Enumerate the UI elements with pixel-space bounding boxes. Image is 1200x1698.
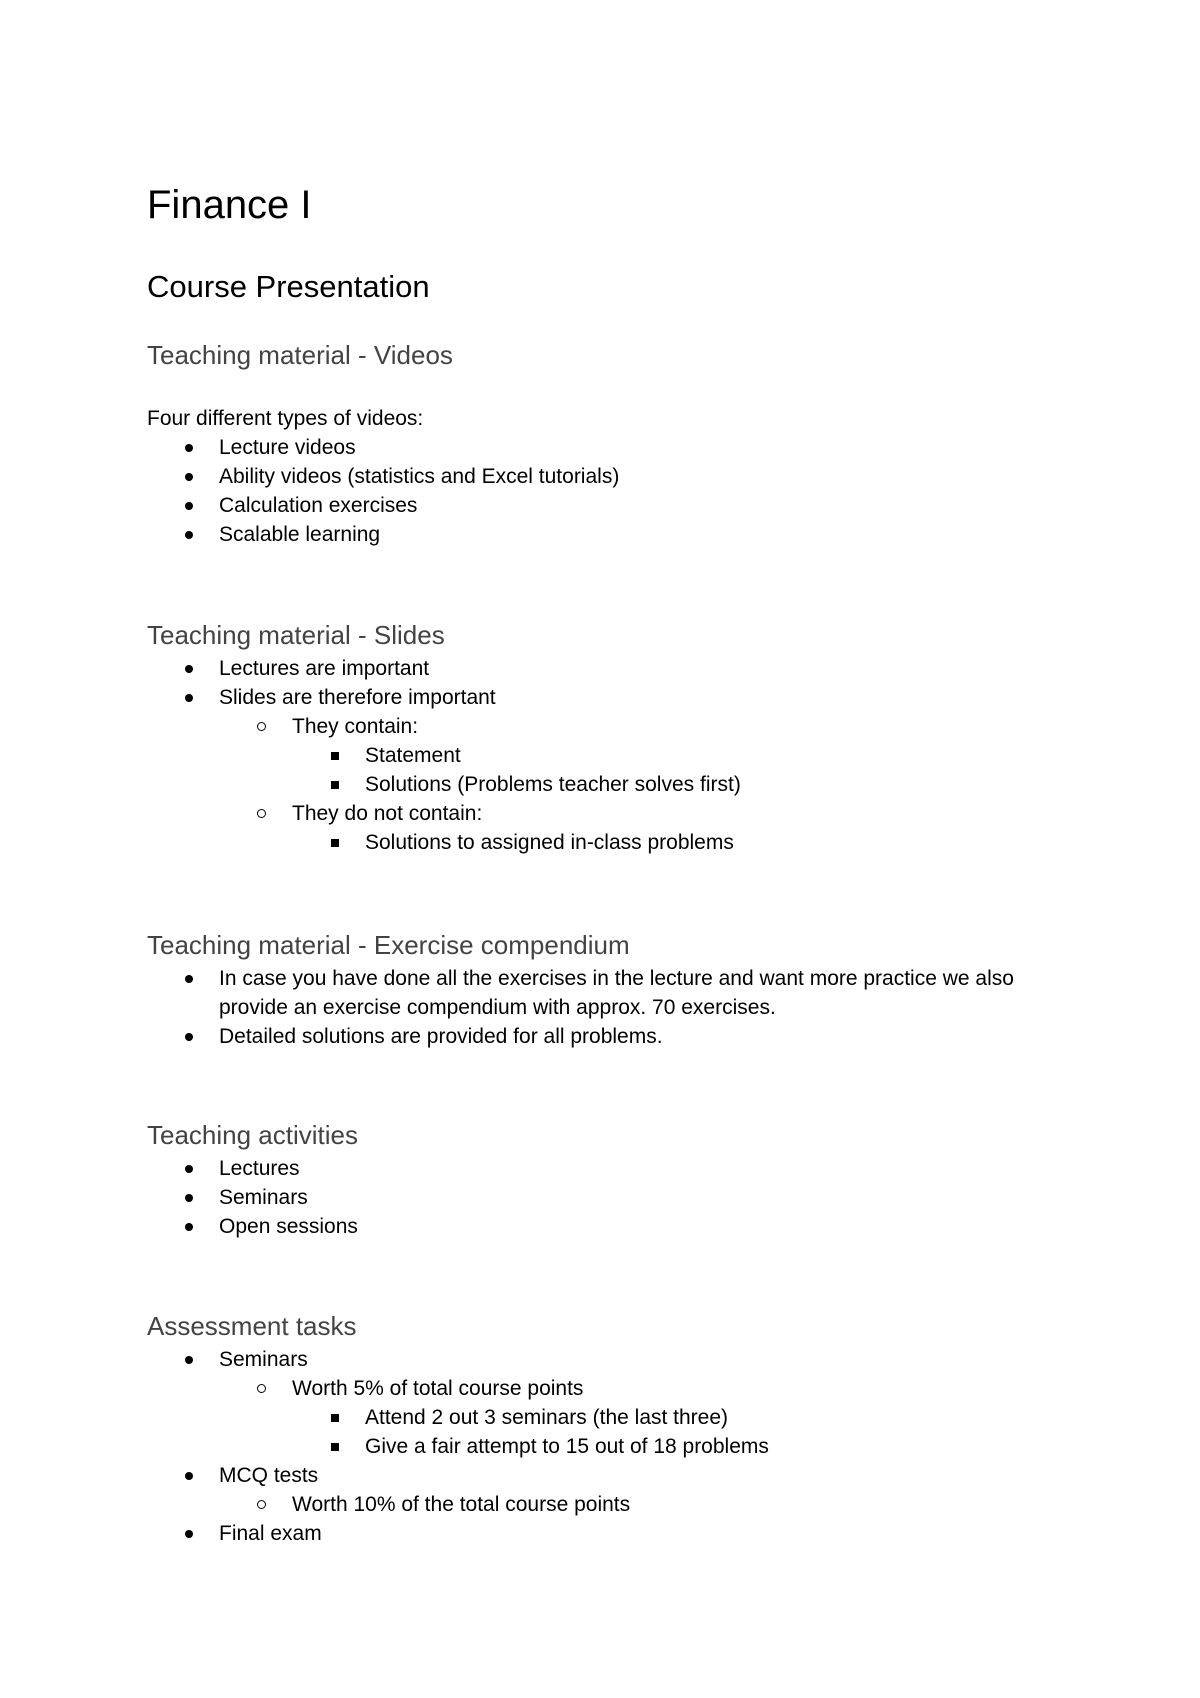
section-assessment	[147, 1310, 1047, 1548]
list-item: Slides are therefore important	[147, 683, 1047, 712]
list-item: Final exam	[147, 1519, 1047, 1548]
list-item: Solutions (Problems teacher solves first)	[147, 770, 1047, 799]
section-heading: Teaching material - Videos	[147, 340, 453, 370]
section-activities	[147, 1119, 1047, 1241]
list-item: Worth 5% of total course points	[147, 1374, 1047, 1403]
bullet-square-icon	[331, 1414, 339, 1422]
list-item: In case you have done all the exercises in the lecture and want more practice we also provide an exercise compendium with approx. 70 exercises.	[147, 964, 1047, 1022]
bullet-square-icon	[331, 1443, 339, 1451]
list-item: Calculation exercises	[147, 491, 1047, 520]
bullet-disc-icon	[185, 473, 193, 481]
bullet-disc-icon	[185, 444, 193, 452]
bullet-disc-icon	[185, 1530, 193, 1538]
bullet-disc-icon	[185, 1356, 193, 1364]
bullet-circle-icon	[257, 1500, 266, 1509]
bullet-disc-icon	[185, 665, 193, 673]
list-item: Lectures	[147, 1154, 1047, 1183]
section-slides	[147, 619, 1047, 857]
list-item: Detailed solutions are provided for all problems.	[147, 1022, 1047, 1051]
section-heading: Teaching material - Exercise compendium	[147, 930, 630, 960]
list-item: Solutions to assigned in-class problems	[147, 828, 1047, 857]
bullet-disc-icon	[185, 502, 193, 510]
list-item: Give a fair attempt to 15 out of 18 problems	[147, 1432, 1047, 1461]
bullet-disc-icon	[185, 694, 193, 702]
list-item: Attend 2 out 3 seminars (the last three)	[147, 1403, 1047, 1432]
bullet-square-icon	[331, 752, 339, 760]
bullet-list	[147, 964, 1047, 1051]
bullet-list	[147, 1345, 1047, 1548]
bullet-disc-icon	[185, 1223, 193, 1231]
list-item: Ability videos (statistics and Excel tutorials)	[147, 462, 1047, 491]
list-item: Seminars	[147, 1183, 1047, 1212]
bullet-disc-icon	[185, 1472, 193, 1480]
section-heading: Assessment tasks	[147, 1311, 357, 1341]
bullet-square-icon	[331, 839, 339, 847]
list-item: Lectures are important	[147, 654, 1047, 683]
bullet-disc-icon	[185, 975, 193, 983]
bullet-circle-icon	[257, 809, 266, 818]
bullet-list	[147, 433, 1047, 549]
list-item: Statement	[147, 741, 1047, 770]
section-heading: Teaching activities	[147, 1120, 358, 1150]
list-item: They contain:	[147, 712, 1047, 741]
bullet-circle-icon	[257, 1384, 266, 1393]
bullet-disc-icon	[185, 1165, 193, 1173]
bullet-disc-icon	[185, 1194, 193, 1202]
list-item: They do not contain:	[147, 799, 1047, 828]
section-compendium	[147, 929, 1047, 1051]
bullet-square-icon	[331, 781, 339, 789]
bullet-circle-icon	[257, 722, 266, 731]
list-item: Seminars	[147, 1345, 1047, 1374]
list-item: Open sessions	[147, 1212, 1047, 1241]
list-item: Lecture videos	[147, 433, 1047, 462]
section-heading: Teaching material - Slides	[147, 620, 445, 650]
bullet-list	[147, 654, 1047, 857]
bullet-list	[147, 1154, 1047, 1241]
list-item: Worth 10% of the total course points	[147, 1490, 1047, 1519]
list-item: Scalable learning	[147, 520, 1047, 549]
bullet-disc-icon	[185, 531, 193, 539]
list-item: MCQ tests	[147, 1461, 1047, 1490]
bullet-disc-icon	[185, 1033, 193, 1041]
heading-course-presentation: Course Presentation	[147, 269, 430, 304]
section-videos	[147, 339, 1047, 549]
document-title: Finance I	[147, 183, 312, 227]
section-intro: Four different types of videos:	[147, 407, 424, 430]
